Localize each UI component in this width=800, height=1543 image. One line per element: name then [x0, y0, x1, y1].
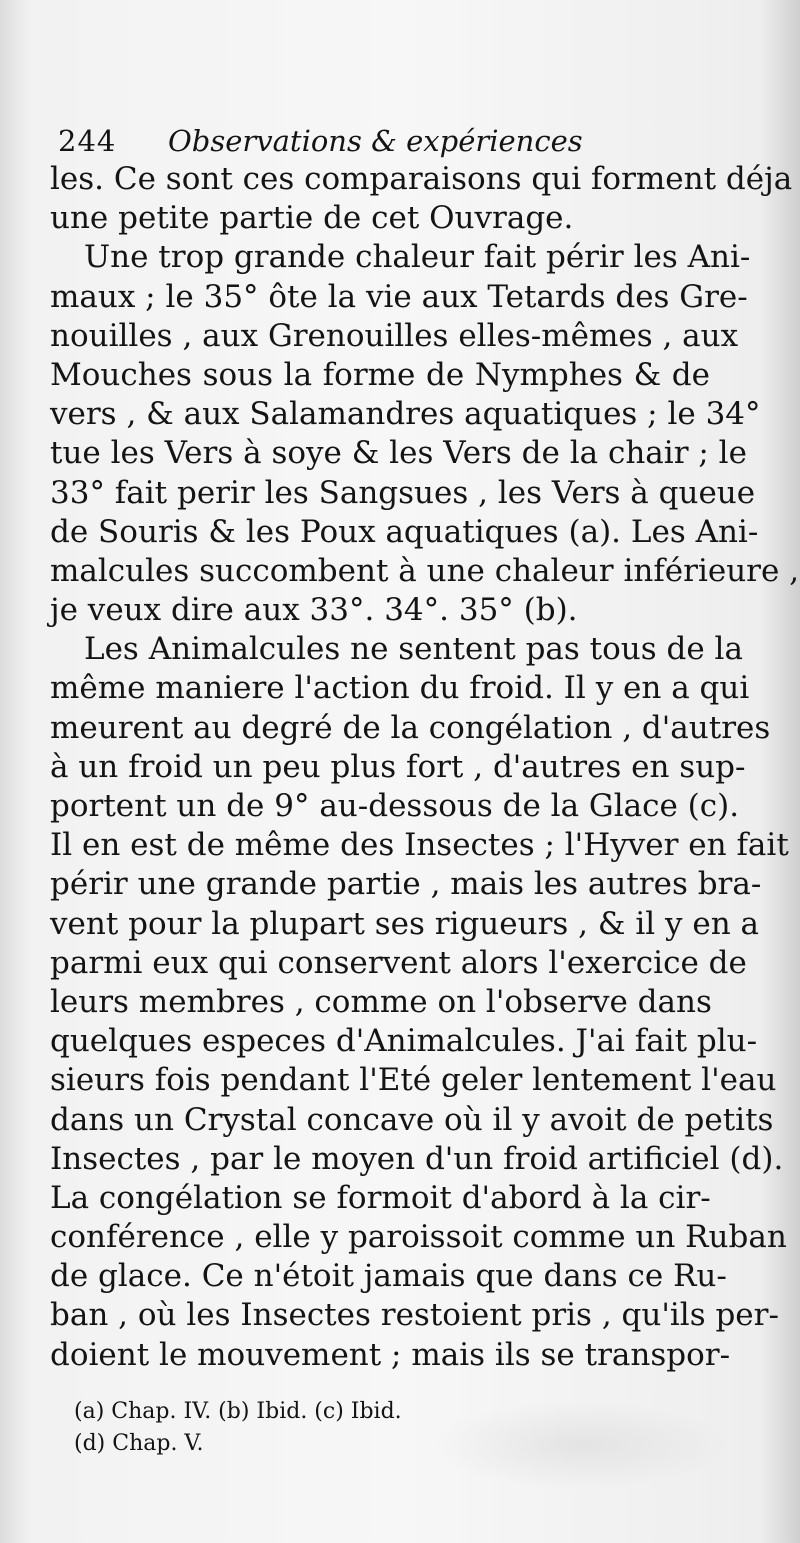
footnote-line: (a) Chap. IV. (b) Ibid. (c) Ibid. [74, 1399, 402, 1424]
text-line: parmi eux qui conservent alors l'exercice de [50, 944, 747, 981]
text-line: malcules succombent à une chaleur inférieure , [50, 552, 800, 589]
text-line: quelques especes d'Animalcules. J'ai fait plu- [50, 1023, 758, 1060]
text-line: de glace. Ce n'étoit jamais que dans ce Ru- [50, 1258, 727, 1295]
text-line: les. Ce sont ces comparaisons qui forment déja [50, 161, 793, 197]
text-line: maux ; le 35° ôte la vie aux Tetards des Gre- [50, 278, 748, 315]
text-line: sieurs fois pendant l'Eté geler lentement l'eau [50, 1062, 777, 1099]
text-line: dans un Crystal concave où il y avoit de petits [50, 1101, 774, 1138]
body-text [50, 160, 800, 1375]
text-line: La congélation se formoit d'abord à la cir- [50, 1179, 711, 1216]
text-line: même maniere l'action du froid. Il y en a qui [50, 670, 750, 707]
text-line: Insectes , par le moyen d'un froid artificiel (d). [50, 1140, 784, 1177]
footnotes [74, 1396, 694, 1460]
text-line: Mouches sous la forme de Nymphes & de [50, 356, 710, 393]
page-number: 244 [58, 124, 117, 158]
text-line: périr une grande partie , mais les autres bra- [50, 866, 762, 903]
text-line: conférence , elle y paroissoit comme un Ruban [50, 1219, 787, 1256]
text-line: doient le mouvement ; mais ils se transpor- [50, 1336, 731, 1373]
text-line: portent un de 9° au-dessous de la Glace (c). [50, 788, 740, 824]
text-line: Les Animalcules ne sentent pas tous de la [84, 631, 743, 668]
text-line: vent pour la plupart ses rigueurs , & il y en a [50, 905, 760, 942]
text-line: Une trop grande chaleur fait périr les Ani- [84, 239, 751, 276]
running-title: Observations & expériences [168, 124, 583, 158]
text-line: 33° fait perir les Sangsues , les Vers à queue [50, 474, 756, 511]
text-line: ban , où les Insectes restoient pris , qu'ils per- [50, 1297, 779, 1334]
text-line: tue les Vers à soye & les Vers de la chair ; le [50, 435, 747, 472]
text-line: de Souris & les Poux aquatiques (a). Les Ani- [50, 513, 759, 550]
text-line: Il en est de même des Insectes ; l'Hyver en fait [50, 827, 789, 864]
text-line: je veux dire aux 33°. 34°. 35° (b). [50, 592, 578, 629]
footnote-line: (d) Chap. V. [74, 1431, 204, 1456]
text-line: vers , & aux Salamandres aquatiques ; le 34° [50, 396, 761, 433]
text-line: une petite partie de cet Ouvrage. [50, 200, 574, 237]
text-line: à un froid un peu plus fort , d'autres en sup- [50, 748, 746, 785]
text-line: nouilles , aux Grenouilles elles-mêmes , aux [50, 317, 739, 354]
text-line: leurs membres , comme on l'observe dans [50, 983, 712, 1020]
text-line: meurent au degré de la congélation , d'autres [50, 709, 771, 746]
